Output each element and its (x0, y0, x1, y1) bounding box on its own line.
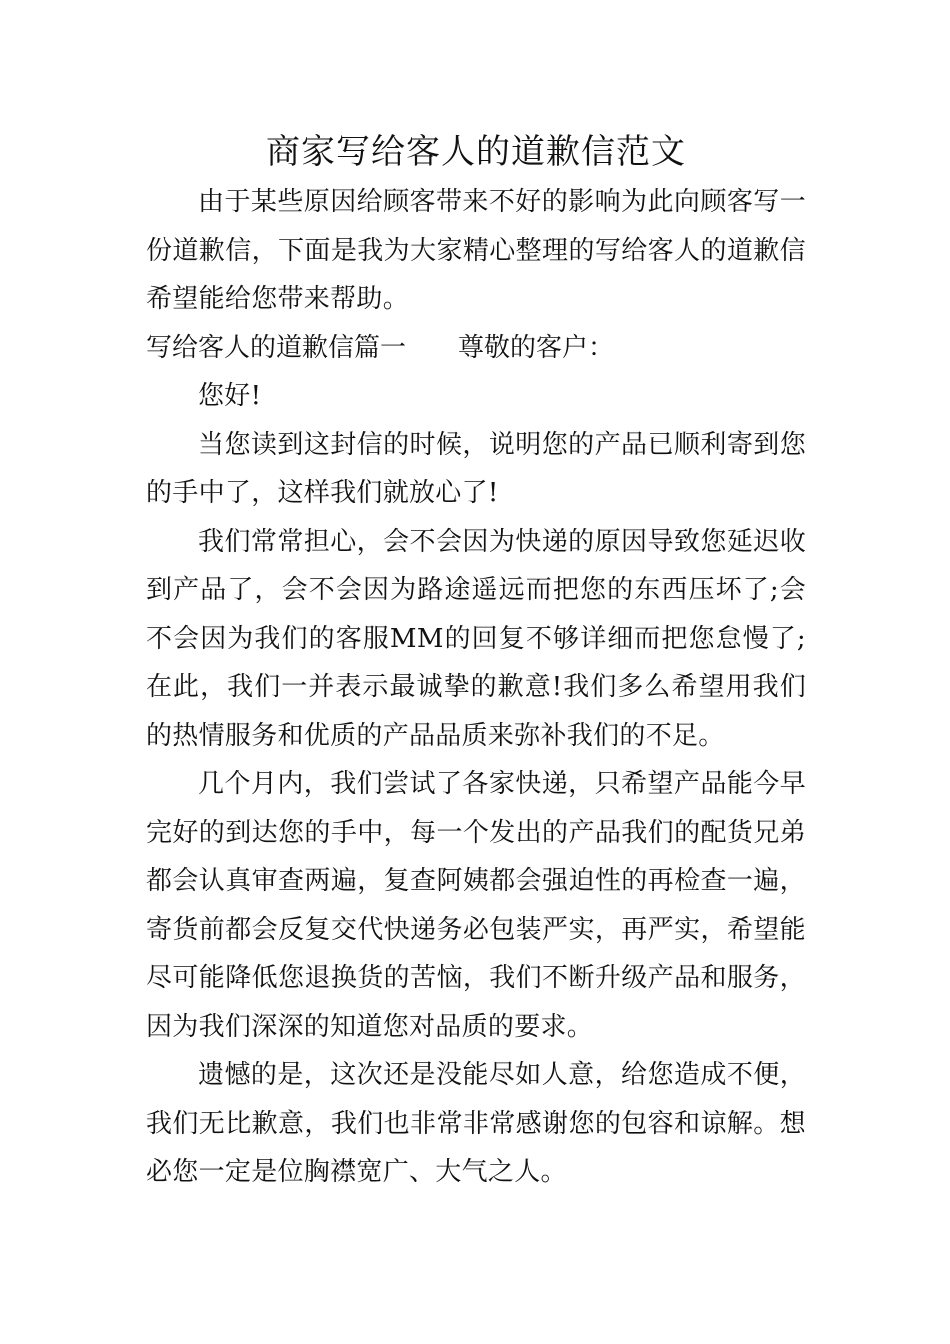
section-heading-line (146, 324, 806, 373)
salutation: 尊敬的客户： (458, 332, 615, 363)
document-title: 商家写给客人的道歉信范文 (266, 132, 686, 172)
document-page (146, 128, 806, 1197)
greeting: 您好! (198, 381, 262, 411)
body-paragraph-1: 当您读到这封信的时候，说明您的产品已顺利寄到您的手中了，这样我们就放心了! (146, 429, 806, 508)
body-paragraph-4: 遗憾的是，这次还是没能尽如人意，给您造成不便，我们无比歉意，我们也非常非常感谢您的包容和谅解。想必您一定是位胸襟宽广、大气之人。 (146, 1060, 806, 1187)
body-paragraph-2: 我们常常担心，会不会因为快递的原因导致您延迟收到产品了，会不会因为路途遥远而把您的东西压坏了;会不会因为我们的客服MM的回复不够详细而把您怠慢了;在此，我们一并表示最诚挚的歉意!我们多么希望用我们的热情服务和优质的产品品质来弥补我们的不足。 (146, 526, 806, 751)
body-paragraph-3: 几个月内，我们尝试了各家快递，只希望产品能今早完好的到达您的手中，每一个发出的产品我们的配货兄弟都会认真审查两遍，复查阿姨都会强迫性的再检查一遍，寄货前都会反复交代快递务必包装严实，再严实，希望能尽可能降低您退换货的苦恼，我们不断升级产品和服务，因为我们深深的知道您对品质的要求。 (146, 769, 806, 1042)
section-title: 写给客人的道歉信篇一 (146, 332, 407, 363)
intro-paragraph: 由于某些原因给顾客带来不好的影响为此向顾客写一份道歉信，下面是我为大家精心整理的写给客人的道歉信希望能给您带来帮助。 (146, 187, 806, 314)
